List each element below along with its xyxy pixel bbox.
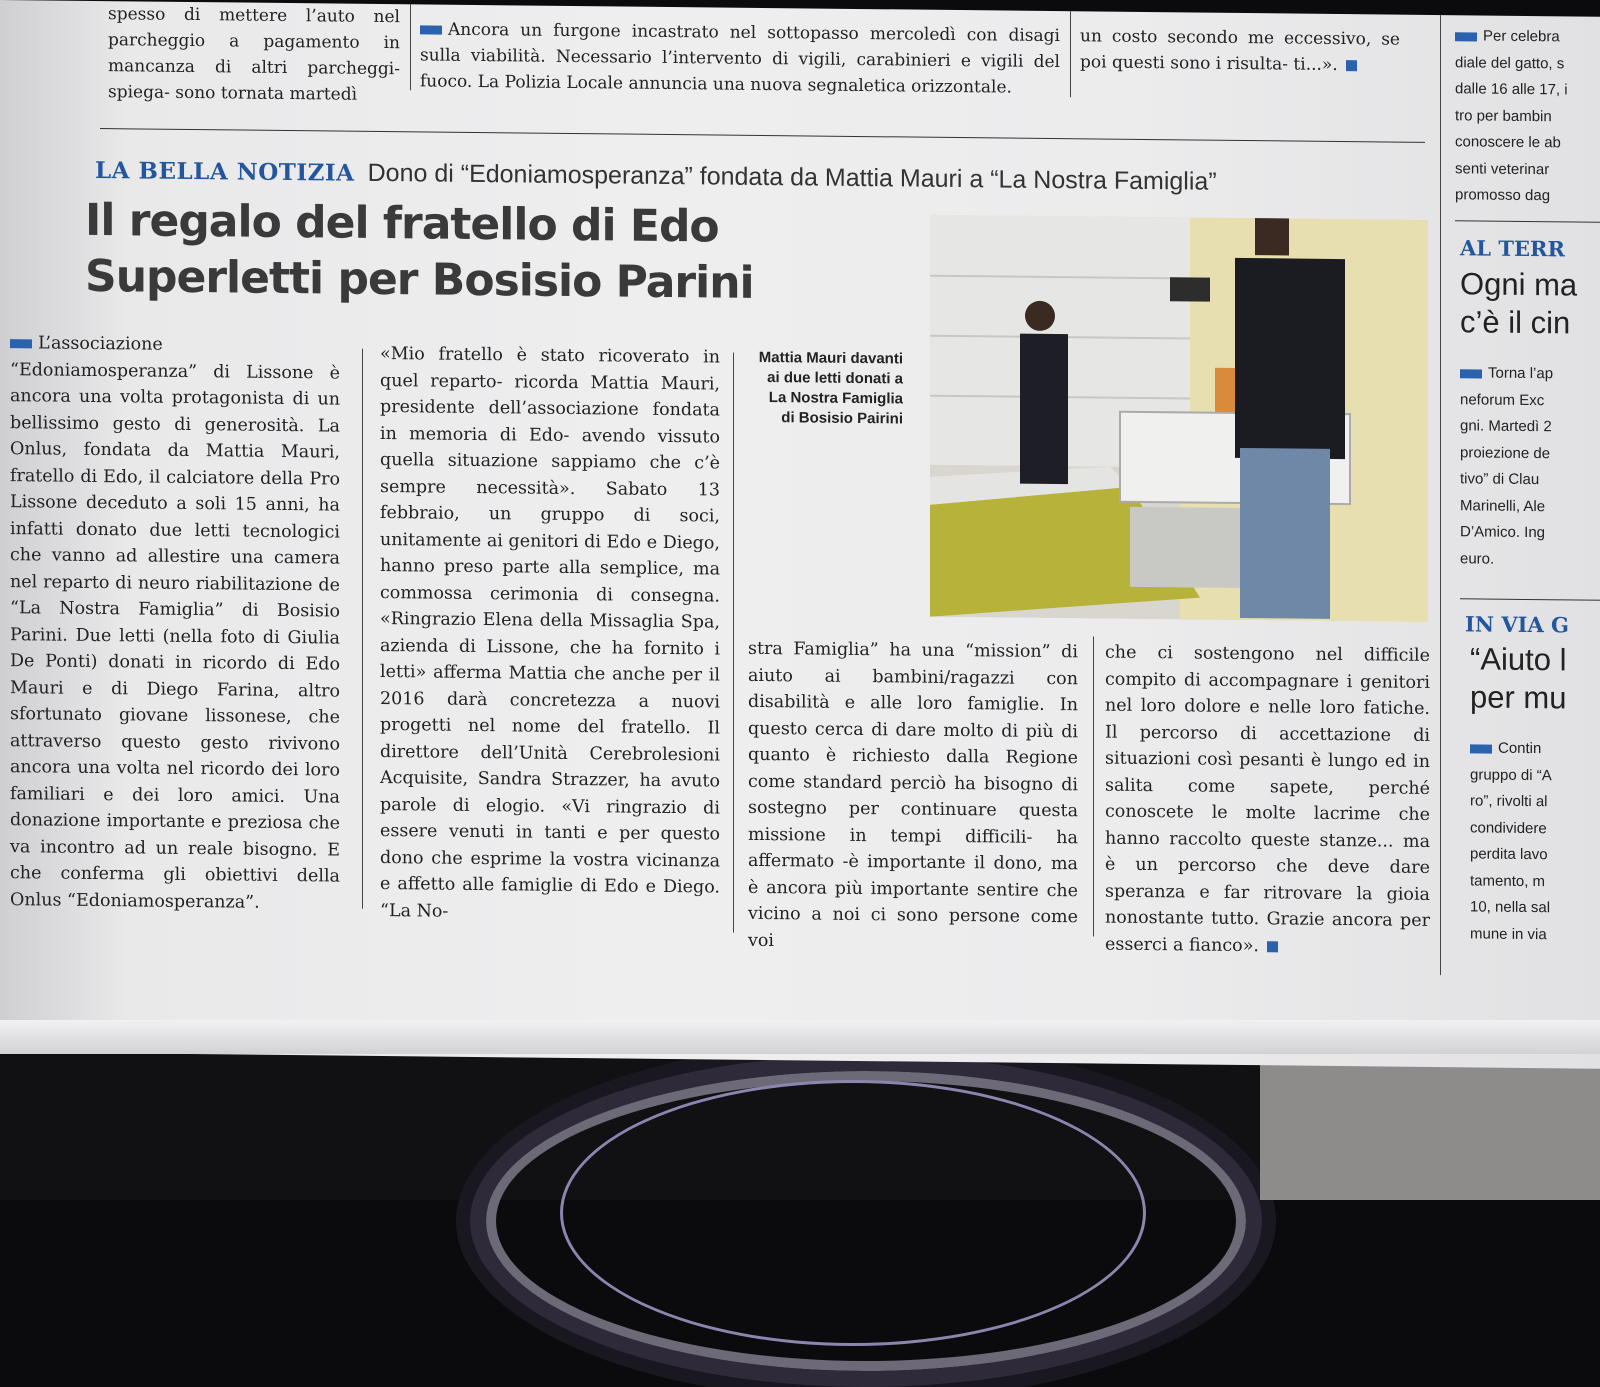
top-divider-2 xyxy=(1070,11,1071,97)
sidebar-block-3-text: Contin gruppo di “A ro”, rivolti al condividere perdita lavo tamento, m 10, nella sal mune in via xyxy=(1470,739,1552,943)
article-col-4-text: che ci sostengono nel difficile compito di accompagnare i genitori nel loro dolore e nelle loro fatiche. Il percorso di accettazione di situazioni così pesanti è lungo ed in salita come sapete, perché conoscete le molte lacrime che hanno raccolto queste stanze... ma è un percorso che deve dare speranza e far ritrovare la gioia nonostante tutto. Grazie ancora per esserci a fianco». xyxy=(1105,642,1430,956)
bullet-icon xyxy=(1470,744,1492,753)
sidebar-block-1 xyxy=(1455,23,1600,210)
sidebar-block-2-text: Torna l’ap neforum Exc gni. Martedì 2 proiezione de tivo” di Clau Marinelli, Ale D’Amico. Ing euro. xyxy=(1460,364,1554,568)
bullet-icon xyxy=(420,25,442,34)
background-surface-right xyxy=(1260,1060,1600,1200)
article-kicker xyxy=(95,156,1217,197)
article-col-4 xyxy=(1105,640,1430,961)
column-divider-1 xyxy=(362,349,363,909)
article-col-1-text: L’associazione “Edoniamosperanza” di Lissone è ancora una volta protagonista di un bellissimo gesto di generosità. La Onlus, fondata da Mattia Mauri, fratello di Edo, il calciatore della Pro Lissone deceduto a soli 15 anni, ha infatti donato due letti tecnologici che vanno ad allestire una camera nel reparto di neuro riabilitazione de “La Nostra Famiglia” di Bosisio Parini. Due letti (nella foto di Giulia De Ponti) donati in ricordo di Edo Mauri e di Diego Farina, altro sfortunato giovane lissonese, che attraverso questo gesto rivivono ancora una volta nel ricordo dei loro familiari e dei loro amici. Una donazione importante e preziosa che va incontro ad un reale bisogno. E che conferma gli obiettivi della Onlus “Edoniamosperanza”. xyxy=(10,333,340,913)
headline-line-1: Il regalo del fratello di Edo xyxy=(85,194,719,253)
sidebar-block-3 xyxy=(1470,735,1600,948)
bullet-icon xyxy=(10,339,32,348)
background-object-edge xyxy=(560,1080,1146,1346)
top-article-col1: spesso di mettere l’auto nel parcheggio a pagamento in mancanza di altri parcheggi- spiega- sono tornata martedì xyxy=(108,4,400,105)
top-article-col3-text: un costo secondo me eccessivo, se poi questi sono i risulta- ti...». xyxy=(1080,26,1400,76)
top-divider-1 xyxy=(410,4,411,90)
sidebar-block-1-text: Per celebra diale del gatto, s dalle 16 alle 17, i tro per bambin conoscere le ab senti veterinar promosso dag xyxy=(1455,27,1568,205)
newspaper-fold xyxy=(0,1020,1600,1054)
sidebar-title-3: “Aiuto l per mu xyxy=(1470,641,1567,716)
article-col-3: stra Famiglia” ha una “mission” di aiuto ai bambini/ragazzi con disabilità e alle loro famiglie. In questo cerca di dare molto di più di quanto è richiesto dalla Regione come standard perciò ha bisogno di sostegno per continuare questa missione in tempi difficili- ha affermato -è importante il dono, ma è ancora più importante sentire che vicino a noi ci sono persone come voi xyxy=(748,638,1078,951)
end-square-icon xyxy=(1267,941,1278,952)
article-photo xyxy=(930,215,1428,622)
top-article-col2 xyxy=(420,16,1060,101)
sidebar-divider xyxy=(1440,15,1441,975)
sidebar-kicker-2: AL TERR xyxy=(1460,235,1565,262)
sidebar-title-2: Ogni ma c’è il cin xyxy=(1460,266,1578,341)
top-article-col2-text: Ancora un furgone incastrato nel sottopasso mercoledì con disagi sulla viabilità. Necessario l’intervento di vigili, carabinieri e vigili del fuoco. La Polizia Locale annuncia una nuova segnaletica orizzontale. xyxy=(420,19,1060,98)
end-square-icon xyxy=(1346,60,1357,71)
bullet-icon xyxy=(1460,369,1482,378)
column-divider-2 xyxy=(733,353,734,933)
article-headline xyxy=(85,193,754,312)
sidebar-block-2 xyxy=(1460,360,1600,574)
article-col-1 xyxy=(10,330,340,916)
section-rule xyxy=(100,128,1425,143)
article-subhead: Dono di “Edoniamosperanza” fondata da Mattia Mauri a “La Nostra Famiglia” xyxy=(367,158,1217,196)
photo-caption: Mattia Mauri davanti ai due letti donati a La Nostra Famiglia di Bosisio Pairini xyxy=(758,348,903,428)
sidebar-rule-2 xyxy=(1460,598,1600,601)
bullet-icon xyxy=(1455,32,1477,41)
kicker-label: LA BELLA NOTIZIA xyxy=(95,156,355,187)
headline-line-2: Superletti per Bosisio Parini xyxy=(85,250,754,309)
sidebar-rule-1 xyxy=(1455,220,1600,223)
top-article-col3 xyxy=(1080,23,1400,78)
sidebar-kicker-3: IN VIA G xyxy=(1465,611,1569,638)
article-col-2: «Mio fratello è stato ricoverato in quel reparto- ricorda Mattia Mauri, presidente dell’associazione fondata in memoria di Edo- avendo vissuto quella situazione sappiamo che c’è sempre necessità». Sabato 13 febbraio, un gruppo di soci, unitamente ai genitori di Edo e Diego, hanno preso parte alla semplice, ma commossa cerimonia di consegna. «Ringrazio Elena della Missaglia Spa, azienda di Lissone, che ha fornito i letti» afferma Mattia che anche per il 2016 darà concretezza a nuovi progetti nel nome del fratello. Il direttore dell’Unità Cerebrolesioni Acquisite, Sandra Strazzer, ha avuto parole di elogio. «Vi ringrazio di essere venuti in tanti e per questo dono che esprime la vostra vicinanza e affetto alle famiglie di Edo e Diego. “La No- xyxy=(380,343,720,922)
column-divider-3 xyxy=(1093,636,1094,936)
